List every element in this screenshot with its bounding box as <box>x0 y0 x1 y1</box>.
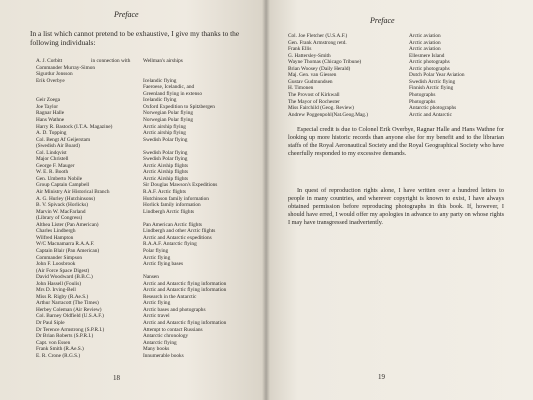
person-name: George F. Mauger <box>36 162 75 169</box>
person-topic: Swedish Arctic flying <box>409 78 456 85</box>
person-name: Gen. Frank Armstrong retd. <box>288 39 347 46</box>
person-topic: Norwegian Polar flying <box>143 116 194 123</box>
person-topic: Dutch Polar Year Aviation <box>409 72 465 79</box>
person-topic: Arctic aviation <box>409 39 441 46</box>
person-name: Gen. Umberto Nobile <box>36 175 83 182</box>
person-topic: Swedish Polar flying <box>143 149 188 156</box>
person-name: John Hassell (Foulis) <box>36 280 82 287</box>
left-page-number: 18 <box>113 374 120 382</box>
person-topic: Greenland flying in extenso <box>143 90 202 97</box>
person-name: Captain Blair (Pan American) <box>36 247 100 254</box>
person-topic: R.A.A.F. Antarctic flying <box>143 241 197 248</box>
person-topic: Arctic travel <box>143 313 170 320</box>
person-name: A. G. Hurley (Hutchinsons) <box>36 195 95 202</box>
right-page <box>266 0 533 400</box>
person-name: Brian Woosey (Daily Herald) <box>288 65 351 72</box>
person-name: Major Christell <box>36 156 69 163</box>
person-topic: Attempt to contact Russians <box>143 326 203 333</box>
person-topic: Wellman's airships <box>143 58 183 64</box>
person-topic: Arctic flying <box>143 254 171 261</box>
person-topic: Arctic airship flying <box>143 123 186 130</box>
person-name: Arthur Narracott (The Times) <box>36 300 99 307</box>
person-name: Dr Brian Roberts (S.P.R.I.) <box>36 333 94 340</box>
book-gutter <box>262 0 270 400</box>
person-name: Col. Barney Oldfield (U.S.A.F.) <box>36 313 104 320</box>
person-topic: Arctic Airship flights <box>143 175 189 182</box>
person-name: Erik Overbye <box>36 77 65 84</box>
person-topic: Faeroese, Icelandic, and <box>143 84 195 91</box>
person-name: Frank Smith (R.Ae.S.) <box>36 346 84 353</box>
person-topic: Arctic Airship flights <box>143 169 189 176</box>
person-name: Air Ministry Air Historical Branch <box>36 189 110 195</box>
person-name: Dr Terence Armstrong (S.P.R.I.) <box>36 326 105 333</box>
person-note: in connection with <box>91 58 131 64</box>
person-name: Col. Joe Fletcher (U.S.A.F.) <box>288 33 348 39</box>
person-name: Wayne Thomas (Chicago Tribune) <box>288 59 362 66</box>
person-topic: Pan American Arctic flights <box>143 221 202 228</box>
person-name: Miss Fairchild (Geog. Review) <box>288 105 354 112</box>
person-topic: Antarctic flying <box>143 339 177 346</box>
person-name: Geir Zoega <box>36 97 60 104</box>
person-topic: Arctic and Antarctic expeditions <box>143 234 212 241</box>
person-topic: Icelandic flying <box>143 77 177 84</box>
person-name: Commander Murray-Simon <box>36 64 95 71</box>
person-name: Dr Paul Siple <box>36 320 65 326</box>
person-name: Sigurdur Jonsson <box>36 71 73 78</box>
person-topic: Arctic airship flying <box>143 130 186 137</box>
person-topic: Horlick family information <box>143 202 201 209</box>
person-topic: Nansen <box>143 274 159 281</box>
person-name: Group Captain Campbell <box>36 182 90 189</box>
person-topic: Oxford Expedition to Spitzbergen <box>143 103 215 110</box>
person-topic: Arctic flying <box>143 300 171 307</box>
person-topic: Arctic aviation <box>409 33 441 39</box>
acknowledgement-list-left <box>0 58 266 358</box>
person-topic: Icelandic flying <box>143 97 177 104</box>
person-name: W/C Macnamarra R.A.A.F. <box>36 241 95 248</box>
right-page-number: 19 <box>378 373 385 381</box>
person-topic: Hutchinson family information <box>143 195 209 202</box>
left-page-intro: In a list which cannot pretend to be exhaustive, I give my thanks to the following individuals: <box>30 29 240 47</box>
person-topic: Photographs <box>409 91 436 98</box>
person-topic: Ellesmere Island <box>409 52 445 59</box>
person-name: John F. Loosbrook <box>36 261 76 268</box>
person-name: E. R. Crone (R.G.S.) <box>36 352 81 359</box>
person-name: Ragnar Halle <box>36 110 65 117</box>
person-topic: Arctic flying bases <box>143 261 184 268</box>
acknowledgement-list-right <box>266 33 533 125</box>
person-name: (Library of Congress) <box>36 215 83 222</box>
person-topic: Antarctic chronology <box>143 333 189 340</box>
person-topic: Polar flying <box>143 247 169 254</box>
person-name: H. Timonen <box>288 85 314 92</box>
left-page-heading: Preface <box>114 10 139 19</box>
person-name: (Air Force Space Digest) <box>36 267 90 274</box>
person-name: G. Hattersley-Smith <box>288 52 331 59</box>
person-name: Harry R. Bastock (I.T.A. Magazine) <box>36 123 113 130</box>
person-topic: Swedish Polar flying <box>143 136 188 143</box>
person-topic: Arctic bases and photographs <box>143 306 206 313</box>
person-name: Althea Lister (Pan American) <box>36 221 99 228</box>
right-page-heading: Preface <box>370 16 395 25</box>
person-topic: Finnish Arctic flying <box>409 85 454 92</box>
person-name: B. V. Spivack (Horlicks) <box>36 202 89 209</box>
person-name: Commander Simpson <box>36 254 83 261</box>
person-name: W. E. R. Booth <box>36 169 69 176</box>
person-topic: Antarctic photographs <box>409 105 457 112</box>
person-topic: Innumerable books <box>143 352 184 359</box>
list-item <box>266 112 533 119</box>
person-topic: Arctic photographs <box>409 59 450 66</box>
person-name: Capt. von Essen <box>36 339 71 346</box>
person-name: Hans Wathne <box>36 116 65 123</box>
person-name: Gustav Gudmundsen <box>288 78 333 85</box>
person-topic: Arctic and Antarctic flying information <box>143 287 227 294</box>
person-topic: Research in the Antarctic <box>143 293 197 300</box>
person-name: Col. Lindqvist <box>36 149 67 156</box>
person-topic: Arctic Airship flights <box>143 162 189 169</box>
person-name: Marvin W. MacFarland <box>36 208 86 215</box>
person-topic: Arctic and Antarctic flying information <box>143 280 227 287</box>
person-topic: Norwegian Polar flying <box>143 110 194 117</box>
right-page-paragraph-credit: Especial credit is due to Colonel Erik Overbye, Ragnar Halle and Hans Wathne for looking up more historic records than anyone else for my benefit and to the librarian staffs of the Royal Aeronautical Society and the Royal Geographical Society who have cheerfully responded to my excessive demands. <box>288 126 504 157</box>
person-name: Wilfred Hampton <box>36 234 74 241</box>
person-topic: Sir Douglas Mawson's Expeditions <box>143 182 218 189</box>
person-name: David Woodward (B.B.C.) <box>36 274 93 281</box>
person-name: Charles Lindbergh <box>36 228 76 235</box>
person-name: Mrs D. Irving-Bell <box>36 287 76 294</box>
person-name: Joe Taylor <box>36 103 59 110</box>
person-topic: Arctic and Antarctic <box>409 111 452 118</box>
left-page <box>0 0 266 400</box>
person-topic: R.A.F. Arctic flights <box>143 189 186 195</box>
person-name: Frank Ellis <box>288 46 312 53</box>
person-topic: Lindbergh Arctic flights <box>143 208 195 215</box>
right-page-paragraph-copyright: In quest of reproduction rights alone, I have written over a hundred letters to people in many countries, and wherever copyright is known to exist, I have always obtained permission before reproducing photographs in this book. If, however, I should have erred, I would offer my apologies in advance to any party on whose rights I may have transgressed inadvertently. <box>288 187 504 226</box>
person-topic: Many books <box>143 346 170 353</box>
person-topic: Arctic and Antarctic flying information <box>143 320 227 326</box>
person-name: Maj. Gen. van Giessen <box>288 72 337 79</box>
person-name: A. D. Topping <box>36 130 67 137</box>
list-item <box>0 353 266 360</box>
person-name: Andrew Poggenpohl(Nat.Geog.Mag.) <box>288 111 369 118</box>
person-name: The Mayor of Rochester <box>288 98 340 105</box>
person-topic: Photographs <box>409 98 436 105</box>
person-topic: Arctic photographs <box>409 65 450 72</box>
person-topic: Arctic aviation <box>409 46 441 53</box>
person-name: Herbey Coleman (Air Review) <box>36 306 102 313</box>
person-name: Miss R. Rigby (R.Ae.S.) <box>36 293 89 300</box>
person-name: The Provost of Kirkwall <box>288 91 340 98</box>
person-topic: Lindbergh and other Arctic flights <box>143 228 216 235</box>
person-name: (Swedish Air Board) <box>36 143 80 150</box>
person-topic: Swedish Polar flying <box>143 156 188 163</box>
person-name: Col. Bengt Af Geijerstam <box>36 136 91 143</box>
person-name: A. J. Corbitt <box>36 58 63 64</box>
